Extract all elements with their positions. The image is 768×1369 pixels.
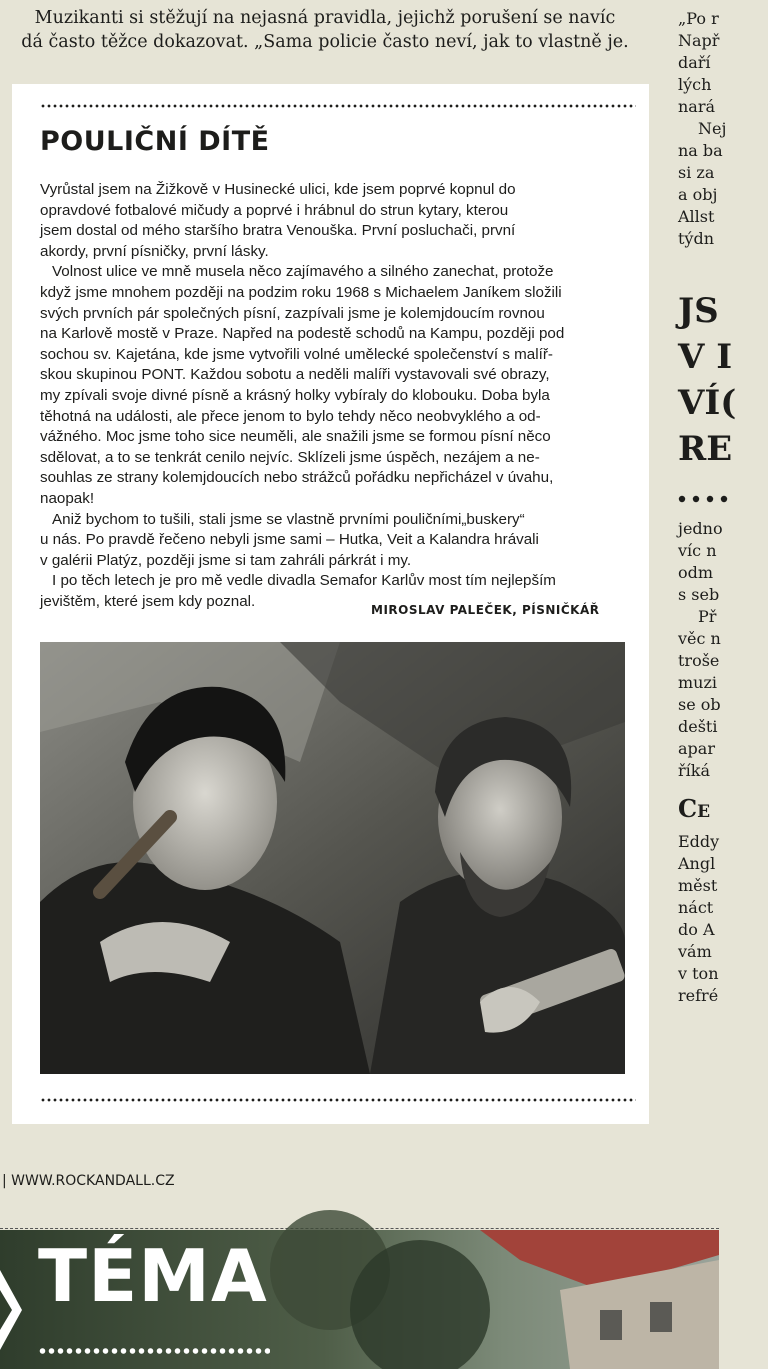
top-paragraph-line: dá často těžce dokazovat. „Sama policie často neví, jak to vlastně je.	[21, 32, 629, 52]
sidebar-box	[12, 84, 649, 1124]
photo-image-icon	[40, 642, 625, 1074]
right-line: odm	[678, 563, 714, 582]
text-line: my zpívali svoje divné písně a krásný holky vybíraly do klobouku. Doba byla	[40, 386, 550, 404]
right-line: Nej	[698, 119, 727, 138]
right-line: se ob	[678, 695, 721, 714]
text-line: těhotná na události, ale přece jenom to bylo tehdy něco neobvyklého a od-	[40, 407, 541, 425]
right-line: troše	[678, 651, 720, 670]
text-line: opravdové fotbalové mičudy a poprvé i hrábnul do strun kytary, kterou	[40, 201, 509, 219]
right-line: Allst	[678, 207, 715, 226]
text-line: jevištěm, které jsem kdy poznal.	[40, 592, 256, 610]
right-line: jedno	[678, 519, 723, 538]
chevron-right-icon	[0, 1230, 30, 1369]
dotted-divider-bottom	[40, 1098, 636, 1102]
right-line: Eddy	[678, 832, 720, 851]
right-line: v ton	[678, 964, 719, 983]
right-line: Angl	[678, 854, 716, 873]
right-line: do A	[678, 920, 715, 939]
right-heading-line: JS	[678, 291, 719, 331]
right-line: měst	[678, 876, 718, 895]
right-line: si za	[678, 163, 715, 182]
right-line: vám	[678, 942, 712, 961]
dotted-divider-top	[40, 104, 636, 108]
musicians-photo	[40, 642, 625, 1074]
banner-dots-divider	[38, 1346, 270, 1356]
text-line: naopak!	[40, 489, 95, 507]
text-line: vážného. Moc jsme toho sice neuměli, ale snažili jsme se formou písní něco	[40, 428, 551, 446]
sidebar-paragraph	[40, 180, 630, 262]
text-line: Vyrůstal jsem na Žižkově v Husinecké ulici, kde jsem poprvé kopnul do	[40, 181, 516, 198]
top-paragraph-line: Muzikanti si stěžují na nejasná pravidla, jejichž porušení se navíc	[34, 8, 616, 28]
text-line: svých prvních pár společných písní, zazpívali jsme je kolemjdoucím rovnou	[40, 304, 545, 322]
text-line: souhlas ze strany kolemjdoucích nebo strážců pořádku nepřicházel v úvahu,	[40, 469, 554, 487]
right-line: daří	[678, 53, 711, 72]
text-line: jsem dostal od mého staršího bratra Venouška. První posluchači, první	[40, 222, 516, 240]
text-line: sochou sv. Kajetána, kde jsme vytvořili volné umělecké společenství s malíř-	[40, 345, 553, 363]
sidebar-paragraph	[40, 262, 630, 509]
right-line: náct	[678, 898, 714, 917]
right-column	[678, 8, 768, 1007]
right-heading-line: V I	[678, 337, 733, 377]
right-line: muzi	[678, 673, 718, 692]
right-line: s seb	[678, 585, 720, 604]
text-line: I po těch letech je pro mě vedle divadla Semafor Karlův most tím nejlepším	[52, 572, 556, 590]
sidebar-byline: MIROSLAV PALEČEK, PÍSNIČKÁŘ	[371, 603, 600, 617]
right-line: víc n	[678, 541, 717, 560]
right-line: dešti	[678, 717, 718, 736]
right-heading-line: RE	[678, 429, 733, 469]
right-heading	[678, 288, 768, 472]
sidebar-paragraph	[40, 510, 630, 572]
next-page-banner	[0, 1230, 719, 1369]
right-line: lých	[678, 75, 712, 94]
right-line: a obj	[678, 185, 718, 204]
right-line: říká	[678, 761, 710, 780]
right-line: „Po r	[678, 9, 719, 28]
dots-divider-icon	[678, 493, 738, 505]
right-line: týdn	[678, 229, 715, 248]
website-url: | WWW.ROCKANDALL.CZ	[2, 1173, 175, 1189]
sidebar-title: POULIČNÍ DÍTĚ	[40, 126, 270, 157]
text-line: když jsme mnohem později na podzim roku 1968 s Michaelem Janíkem složili	[40, 283, 562, 301]
text-line: sdělovat, a to se tenkrát cenilo nejvíc. Sklízeli jsme úspěch, nezájem a ne-	[40, 448, 540, 466]
right-line: apar	[678, 739, 715, 758]
text-line: Volnost ulice ve mně musela něco zajímavého a silného zanechat, protože	[52, 263, 554, 281]
text-line: Aniž bychom to tušili, stali jsme se vlastně prvními pouličními„buskery“	[52, 510, 525, 528]
right-line: na ba	[678, 141, 723, 160]
sidebar-body	[40, 180, 630, 612]
text-line: u nás. Po pravdě řečeno nebyli jsme sami – Hutka, Veit a Kalandra hrávali	[40, 531, 539, 549]
right-heading-line: VÍ(	[678, 383, 737, 423]
text-line: v galérii Platýz, později jsme si tam zahráli párkrát i my.	[40, 551, 412, 569]
right-subheading: Ce	[678, 794, 711, 823]
banner-title: TÉMA	[38, 1234, 268, 1318]
text-line: skou skupinou PONT. Každou sobotu a neděli malíři vystavovali své obrazy,	[40, 366, 550, 384]
right-line: refré	[678, 986, 719, 1005]
right-line: Př	[698, 607, 717, 626]
text-line: akordy, první písničky, první lásky.	[40, 242, 269, 260]
top-paragraph	[0, 6, 650, 54]
right-line: věc n	[678, 629, 721, 648]
text-line: na Karlově mostě v Praze. Napřed na podestě schodů na Kampu, později pod	[40, 325, 565, 343]
right-line: nará	[678, 97, 716, 116]
right-dots-divider	[678, 490, 768, 502]
right-line: Např	[678, 31, 720, 50]
